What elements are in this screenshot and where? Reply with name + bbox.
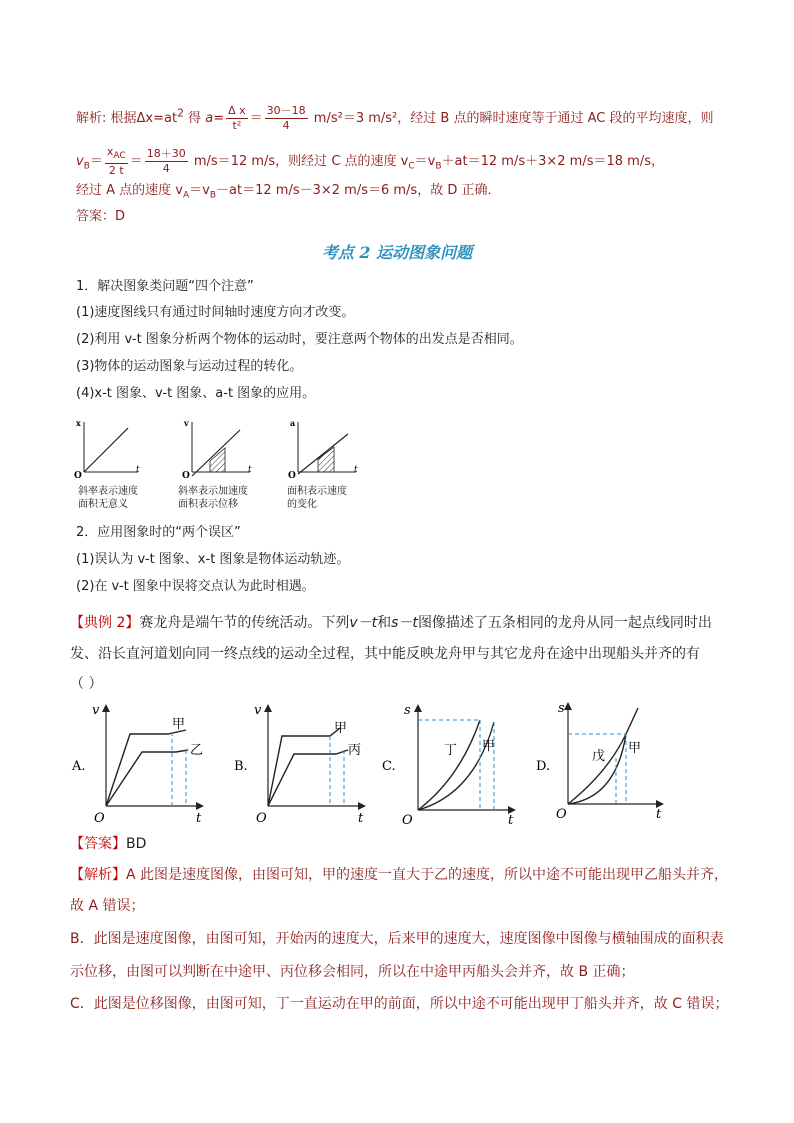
graph-x-t [74, 418, 140, 481]
answer-line [70, 835, 146, 853]
solution-line-1: 解析: 根据$\Delta x=at^2$ 得 a= $\frac{\text{Δ x}}{\text{t²}}$ ＝ $\frac{30-18}{4}$ m/s²＝3 m/s²，经过 B 点的瞬时速度等于通过 AC 段的平均速度，则 [76, 104, 714, 132]
graph-a-t [288, 418, 358, 481]
example-tag: 【典例 2】 [70, 615, 140, 631]
option-a-curve-2: 乙 [190, 743, 204, 758]
option-b-label: B. [234, 759, 248, 774]
option-a-x: t [196, 811, 202, 826]
graph1-o-label: O [74, 471, 82, 481]
option-a-graph [71, 703, 204, 826]
graph3-caption: 面积表示速度 的变化 [287, 486, 347, 510]
example-option-graphs [68, 698, 708, 826]
option-d-x: t [656, 807, 662, 822]
option-d-y: s [558, 701, 565, 716]
notes-item-2: (2)利用 v-t 图象分析两个物体的运动时，要注意两个物体的出发点是否相同。 [76, 332, 523, 347]
fraction-30-18: $\frac{30-18}{4}$ [266, 104, 306, 132]
option-b-x: t [358, 811, 364, 826]
option-a-y: v [92, 703, 100, 718]
graph1-y-label: x [76, 418, 81, 428]
option-c-label: C. [382, 759, 396, 774]
answer-value: BD [126, 836, 147, 852]
analysis-a-line-2: 故 A 错误； [70, 898, 145, 914]
analysis-c-line-1: C．此图是位移图像，由图可知，丁一直运动在甲的前面，所以中途不可能出现甲丁船头并齐，故 C 错误； [70, 996, 729, 1012]
section-title: 考点 2 运动图象问题 [321, 243, 473, 262]
notes-item-4: (4)x-t 图象、v-t 图象、a-t 图象的应用。 [76, 386, 316, 401]
option-a-curve-1: 甲 [172, 717, 186, 732]
fraction-xac-2t: $\frac{x_{AC}}{2 t}$ [106, 145, 126, 178]
option-c-y: s [404, 703, 411, 718]
notes-item-1: (1)速度图线只有通过时间轴时速度方向才改变。 [76, 305, 355, 320]
graph2-o-label: O [182, 471, 190, 481]
answer-tag: 【答案】 [70, 836, 126, 852]
option-d-curve-1: 戊 [592, 749, 606, 764]
example-line-1: 【典例 2】赛龙舟是端午节的传统活动。下列v－t和s－t图像描述了五条相同的龙舟从同一起点线同时出 [70, 615, 712, 631]
solution-answer: 答案：D [76, 209, 126, 224]
graph1-x-label: t [136, 465, 140, 475]
option-a-label: A. [72, 759, 86, 774]
option-d-o: O [556, 807, 567, 822]
notes-heading-2: 2．应用图象时的“两个误区” [76, 525, 241, 540]
graph-v-t [182, 418, 252, 481]
option-b-o: O [256, 811, 267, 826]
option-b-y: v [254, 703, 262, 718]
solution-line-2: $v_B=$ $\frac{x_{AC}}{2 t}$ ＝ $\frac{18+30}{4}$ m/s＝12 m/s，则经过 C 点的速度 $v_C=v_B+at=12$ m/s＋3×2 m/s＝18 m/s， [76, 145, 664, 178]
notes-mistake-2: (2)在 v-t 图象中误将交点认为此时相遇。 [76, 579, 315, 594]
analysis-a-line-1: 【解析】A 此图是速度图像，由图可知，甲的速度一直大于乙的速度，所以中途不可能出现甲乙船头并齐， [70, 867, 729, 883]
graph3-y-label: a [290, 418, 296, 428]
analysis-b-line-2: 示位移，由图可以判断在中途甲、丙位移会相同，所以在中途甲丙船头会并齐，故 B 正确； [70, 964, 635, 980]
analysis-b-line-1: B．此图是速度图像，由图可知，开始丙的速度大，后来甲的速度大，速度图像中图像与横轴围成的面积表 [70, 931, 724, 947]
graph2-y-label: v [184, 418, 189, 428]
option-b-curve-2: 丙 [348, 743, 362, 758]
option-a-o: O [94, 811, 105, 826]
graph2-caption: 斜率表示加速度 面积表示位移 [178, 486, 248, 510]
option-b-graph [234, 703, 366, 826]
fraction-dx-t2: $\frac{\text{Δ x}}{\text{t²}}$ [228, 104, 246, 132]
graph2-x-label: t [248, 465, 252, 475]
graph3-x-label: t [354, 465, 358, 475]
option-d-label: D. [536, 759, 551, 774]
analysis-tag: 【解析】 [70, 867, 126, 883]
option-b-curve-1: 甲 [334, 721, 348, 736]
example-line-3: （ ） [70, 676, 103, 692]
example-line-2: 发、沿长直河道划向同一终点线的运动全过程，其中能反映龙舟甲与其它龙舟在途中出现船头并齐的有 [70, 646, 700, 662]
notes-heading-1: 1．解决图象类问题“四个注意” [76, 279, 254, 294]
option-c-curve-1: 丁 [444, 743, 458, 758]
graph1-caption: 斜率表示速度 面积无意义 [78, 486, 138, 510]
option-c-curve-2: 甲 [482, 739, 496, 754]
option-d-graph [536, 701, 664, 822]
concept-graphs [70, 414, 370, 484]
option-c-graph [382, 703, 516, 826]
notes-item-3: (3)物体的运动图象与运动过程的转化。 [76, 359, 303, 374]
solution-line-3: 经过 A 点的速度 $v_A=v_B-at=12$ m/s－3×2 m/s＝6 m/s，故 D 正确． [76, 183, 501, 201]
graph3-o-label: O [288, 471, 296, 481]
option-c-x: t [508, 813, 514, 826]
option-d-curve-2: 甲 [628, 741, 642, 756]
option-c-o: O [402, 813, 413, 826]
notes-mistake-1: (1)误认为 v-t 图象、x-t 图象是物体运动轨迹。 [76, 552, 350, 567]
fraction-18-30: $\frac{18+30}{4}$ [146, 147, 186, 176]
